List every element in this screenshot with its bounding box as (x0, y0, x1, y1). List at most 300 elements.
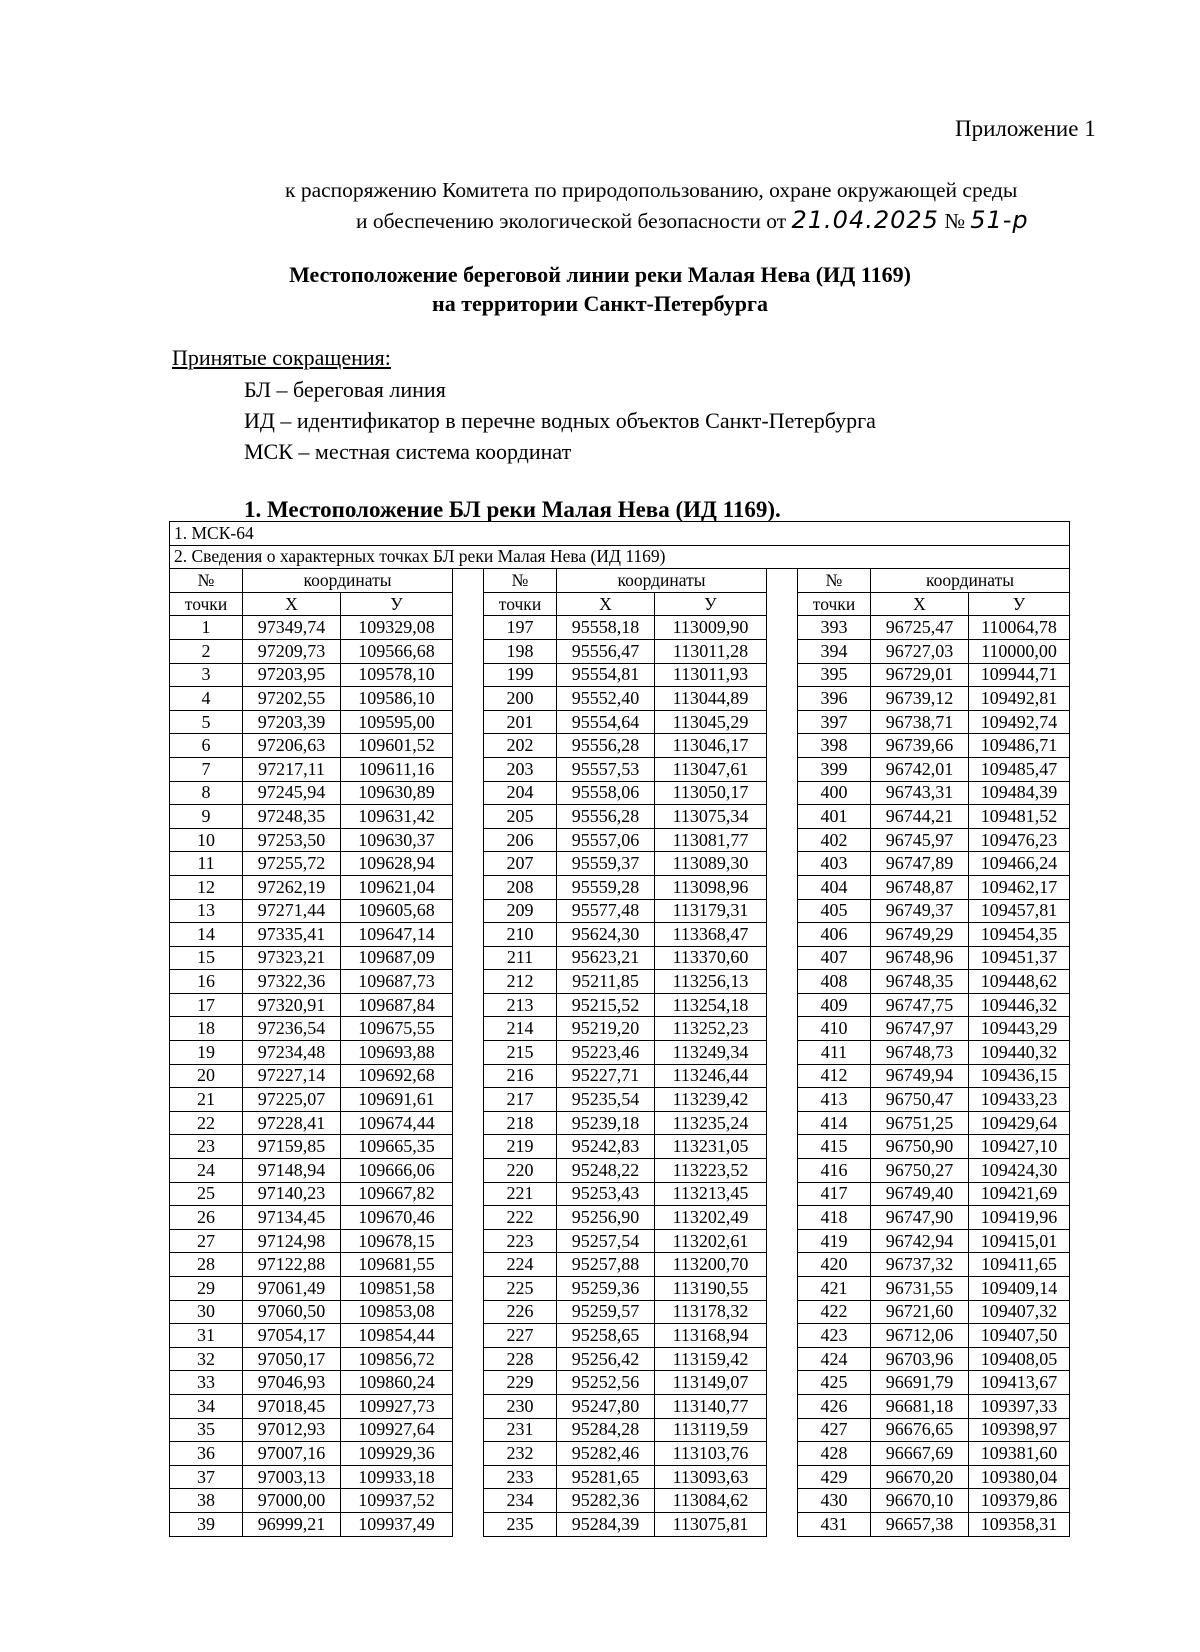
column-gap (767, 805, 798, 829)
x-coordinate-cell: 97134,45 (243, 1206, 341, 1230)
x-coordinate-cell: 97046,93 (243, 1371, 341, 1395)
y-coordinate-cell: 113223,52 (655, 1159, 767, 1183)
point-number-cell: 217 (484, 1088, 557, 1112)
x-coordinate-cell: 96748,73 (871, 1041, 969, 1065)
column-gap (767, 1465, 798, 1489)
point-number-cell: 31 (170, 1324, 243, 1348)
x-coordinate-cell: 96721,60 (871, 1300, 969, 1324)
table-row (170, 757, 1070, 781)
column-gap (767, 1111, 798, 1135)
column-gap (453, 1418, 484, 1442)
point-number-cell: 429 (798, 1465, 871, 1489)
y-coordinate-cell: 109419,96 (969, 1206, 1070, 1230)
x-coordinate-cell: 97349,74 (243, 616, 341, 640)
table-row (170, 1111, 1070, 1135)
y-coordinate-cell: 109409,14 (969, 1277, 1070, 1301)
abbreviation-item: МСК – местная система координат (244, 439, 572, 464)
x-coordinate-cell: 95554,81 (557, 663, 655, 687)
column-gap (453, 875, 484, 899)
point-number-cell: 206 (484, 828, 557, 852)
column-gap (453, 1064, 484, 1088)
column-gap (453, 1300, 484, 1324)
point-number-cell: 407 (798, 946, 871, 970)
x-coordinate-cell: 95252,56 (557, 1371, 655, 1395)
y-coordinate-cell: 109415,01 (969, 1229, 1070, 1253)
x-coordinate-cell: 96670,20 (871, 1465, 969, 1489)
y-coordinate-cell: 109666,06 (341, 1159, 453, 1183)
y-coordinate-cell: 109424,30 (969, 1159, 1070, 1183)
y-coordinate-cell: 109674,44 (341, 1111, 453, 1135)
column-gap (453, 1277, 484, 1301)
point-number-cell: 26 (170, 1206, 243, 1230)
y-coordinate-cell: 109681,55 (341, 1253, 453, 1277)
points-info-row: 2. Сведения о характерных точках БЛ реки Малая Нева (ИД 1169) (170, 545, 1070, 569)
document-title-line-2: на территории Санкт-Петербурга (432, 291, 768, 316)
y-coordinate-cell: 113046,17 (655, 734, 767, 758)
x-coordinate-cell: 95219,20 (557, 1017, 655, 1041)
table-row (170, 1206, 1070, 1230)
x-coordinate-cell: 97054,17 (243, 1324, 341, 1348)
x-coordinate-cell: 97271,44 (243, 899, 341, 923)
x-coordinate-cell: 96681,18 (871, 1394, 969, 1418)
y-coordinate-cell: 109670,46 (341, 1206, 453, 1230)
y-coordinate-cell: 109462,17 (969, 875, 1070, 899)
y-coordinate-cell: 113256,13 (655, 970, 767, 994)
x-coordinate-cell: 97335,41 (243, 923, 341, 947)
point-number-cell: 198 (484, 639, 557, 663)
x-coordinate-cell: 97018,45 (243, 1394, 341, 1418)
x-coordinate-cell: 95557,06 (557, 828, 655, 852)
y-coordinate-cell: 113235,24 (655, 1111, 767, 1135)
decree-line-2 (356, 206, 1029, 234)
y-coordinate-cell: 109933,18 (341, 1465, 453, 1489)
x-coordinate-cell: 96737,32 (871, 1253, 969, 1277)
point-number-cell: 230 (484, 1394, 557, 1418)
x-coordinate-cell: 97320,91 (243, 993, 341, 1017)
y-coordinate-cell: 113190,55 (655, 1277, 767, 1301)
x-coordinate-cell: 96691,79 (871, 1371, 969, 1395)
table-row (170, 1489, 1070, 1513)
y-coordinate-cell: 109630,89 (341, 781, 453, 805)
y-coordinate-cell: 113119,59 (655, 1418, 767, 1442)
point-number-cell: 36 (170, 1442, 243, 1466)
point-number-cell: 397 (798, 710, 871, 734)
x-coordinate-cell: 97225,07 (243, 1088, 341, 1112)
point-number-cell: 424 (798, 1347, 871, 1371)
y-coordinate-cell: 109630,37 (341, 828, 453, 852)
x-coordinate-cell: 97322,36 (243, 970, 341, 994)
y-coordinate-cell: 109440,32 (969, 1041, 1070, 1065)
x-coordinate-cell: 95556,47 (557, 639, 655, 663)
point-number-cell: 24 (170, 1159, 243, 1183)
point-number-cell: 225 (484, 1277, 557, 1301)
point-number-cell: 406 (798, 923, 871, 947)
x-coordinate-cell: 97159,85 (243, 1135, 341, 1159)
point-number-cell: 39 (170, 1512, 243, 1536)
y-coordinate-cell: 113213,45 (655, 1182, 767, 1206)
x-coordinate-cell: 97248,35 (243, 805, 341, 829)
column-header-y: У (341, 592, 453, 616)
x-coordinate-cell: 97234,48 (243, 1041, 341, 1065)
x-coordinate-cell: 95259,57 (557, 1300, 655, 1324)
x-coordinate-cell: 96738,71 (871, 710, 969, 734)
y-coordinate-cell: 109601,52 (341, 734, 453, 758)
x-coordinate-cell: 95258,65 (557, 1324, 655, 1348)
point-number-cell: 20 (170, 1064, 243, 1088)
y-coordinate-cell: 109492,81 (969, 687, 1070, 711)
table-row (170, 687, 1070, 711)
y-coordinate-cell: 109566,68 (341, 639, 453, 663)
column-gap (767, 757, 798, 781)
y-coordinate-cell: 109856,72 (341, 1347, 453, 1371)
column-gap (767, 1277, 798, 1301)
y-coordinate-cell: 109692,68 (341, 1064, 453, 1088)
table-row (170, 710, 1070, 734)
point-number-cell: 426 (798, 1394, 871, 1418)
x-coordinate-cell: 95248,22 (557, 1159, 655, 1183)
x-coordinate-cell: 96748,87 (871, 875, 969, 899)
y-coordinate-cell: 109379,86 (969, 1489, 1070, 1513)
x-coordinate-cell: 95559,37 (557, 852, 655, 876)
point-number-cell: 231 (484, 1418, 557, 1442)
point-number-cell: 205 (484, 805, 557, 829)
table-row (170, 1017, 1070, 1041)
x-coordinate-cell: 96749,29 (871, 923, 969, 947)
point-number-cell: 214 (484, 1017, 557, 1041)
column-header-x: X (557, 592, 655, 616)
column-gap (767, 1159, 798, 1183)
x-coordinate-cell: 95624,30 (557, 923, 655, 947)
y-coordinate-cell: 109481,52 (969, 805, 1070, 829)
y-coordinate-cell: 109605,68 (341, 899, 453, 923)
point-number-cell: 413 (798, 1088, 871, 1112)
y-coordinate-cell: 113178,32 (655, 1300, 767, 1324)
column-gap (767, 1253, 798, 1277)
x-coordinate-cell: 96750,90 (871, 1135, 969, 1159)
column-gap (767, 639, 798, 663)
y-coordinate-cell: 109621,04 (341, 875, 453, 899)
column-gap (767, 1064, 798, 1088)
y-coordinate-cell: 109687,84 (341, 993, 453, 1017)
y-coordinate-cell: 109667,82 (341, 1182, 453, 1206)
x-coordinate-cell: 97262,19 (243, 875, 341, 899)
y-coordinate-cell: 109446,32 (969, 993, 1070, 1017)
point-number-cell: 219 (484, 1135, 557, 1159)
point-number-cell: 3 (170, 663, 243, 687)
y-coordinate-cell: 109486,71 (969, 734, 1070, 758)
table-row (170, 946, 1070, 970)
x-coordinate-cell: 96745,97 (871, 828, 969, 852)
x-coordinate-cell: 95215,52 (557, 993, 655, 1017)
point-number-cell: 414 (798, 1111, 871, 1135)
y-coordinate-cell: 109397,33 (969, 1394, 1070, 1418)
table-row (170, 734, 1070, 758)
x-coordinate-cell: 95558,18 (557, 616, 655, 640)
y-coordinate-cell: 110000,00 (969, 639, 1070, 663)
y-coordinate-cell: 113246,44 (655, 1064, 767, 1088)
x-coordinate-cell: 95235,54 (557, 1088, 655, 1112)
column-gap (453, 899, 484, 923)
decree-number: 51-р (970, 206, 1029, 234)
point-number-cell: 427 (798, 1418, 871, 1442)
y-coordinate-cell: 109631,42 (341, 805, 453, 829)
x-coordinate-cell: 96670,10 (871, 1489, 969, 1513)
point-number-cell: 396 (798, 687, 871, 711)
point-number-cell: 202 (484, 734, 557, 758)
x-coordinate-cell: 95558,06 (557, 781, 655, 805)
y-coordinate-cell: 109675,55 (341, 1017, 453, 1041)
column-gap (453, 1512, 484, 1536)
point-number-cell: 233 (484, 1465, 557, 1489)
point-number-cell: 420 (798, 1253, 871, 1277)
point-number-cell: 18 (170, 1017, 243, 1041)
y-coordinate-cell: 109408,05 (969, 1347, 1070, 1371)
column-header-coordinates: координаты (557, 569, 767, 593)
y-coordinate-cell: 109860,24 (341, 1371, 453, 1395)
point-number-cell: 229 (484, 1371, 557, 1395)
column-gap (453, 1253, 484, 1277)
column-gap (453, 639, 484, 663)
column-gap (453, 1135, 484, 1159)
column-gap (453, 946, 484, 970)
y-coordinate-cell: 109380,04 (969, 1465, 1070, 1489)
column-gap (453, 1489, 484, 1513)
point-number-cell: 401 (798, 805, 871, 829)
point-number-cell: 208 (484, 875, 557, 899)
point-number-cell: 210 (484, 923, 557, 947)
y-coordinate-cell: 109381,60 (969, 1442, 1070, 1466)
y-coordinate-cell: 113050,17 (655, 781, 767, 805)
point-number-cell: 201 (484, 710, 557, 734)
y-coordinate-cell: 113179,31 (655, 899, 767, 923)
x-coordinate-cell: 96748,35 (871, 970, 969, 994)
table-row (170, 1277, 1070, 1301)
point-number-cell: 22 (170, 1111, 243, 1135)
y-coordinate-cell: 109492,74 (969, 710, 1070, 734)
y-coordinate-cell: 109358,31 (969, 1512, 1070, 1536)
y-coordinate-cell: 113084,62 (655, 1489, 767, 1513)
x-coordinate-cell: 97209,73 (243, 639, 341, 663)
x-coordinate-cell: 97061,49 (243, 1277, 341, 1301)
point-number-cell: 15 (170, 946, 243, 970)
y-coordinate-cell: 109407,32 (969, 1300, 1070, 1324)
y-coordinate-cell: 113098,96 (655, 875, 767, 899)
y-coordinate-cell: 113231,05 (655, 1135, 767, 1159)
column-gap (767, 1324, 798, 1348)
point-number-cell: 415 (798, 1135, 871, 1159)
x-coordinate-cell: 96703,96 (871, 1347, 969, 1371)
y-coordinate-cell: 109443,29 (969, 1017, 1070, 1041)
table-row (170, 1159, 1070, 1183)
x-coordinate-cell: 95259,36 (557, 1277, 655, 1301)
y-coordinate-cell: 109413,67 (969, 1371, 1070, 1395)
decree-date: 21.04.2025 (791, 206, 939, 234)
y-coordinate-cell: 113249,34 (655, 1041, 767, 1065)
table-row (170, 970, 1070, 994)
point-number-cell: 33 (170, 1371, 243, 1395)
column-gap (453, 805, 484, 829)
y-coordinate-cell: 109485,47 (969, 757, 1070, 781)
y-coordinate-cell: 113045,29 (655, 710, 767, 734)
point-number-cell: 37 (170, 1465, 243, 1489)
y-coordinate-cell: 109687,73 (341, 970, 453, 994)
point-number-cell: 23 (170, 1135, 243, 1159)
x-coordinate-cell: 97122,88 (243, 1253, 341, 1277)
column-header-coordinates: координаты (871, 569, 1070, 593)
table-row (170, 1041, 1070, 1065)
y-coordinate-cell: 109436,15 (969, 1064, 1070, 1088)
point-number-cell: 14 (170, 923, 243, 947)
y-coordinate-cell: 109937,49 (341, 1512, 453, 1536)
column-gap (453, 1182, 484, 1206)
table-row (170, 1064, 1070, 1088)
column-header-point: точки (170, 592, 243, 616)
column-header-number: № (798, 569, 871, 593)
point-number-cell: 222 (484, 1206, 557, 1230)
y-coordinate-cell: 109466,24 (969, 852, 1070, 876)
x-coordinate-cell: 97003,13 (243, 1465, 341, 1489)
column-gap (767, 1206, 798, 1230)
y-coordinate-cell: 109484,39 (969, 781, 1070, 805)
column-gap (767, 781, 798, 805)
x-coordinate-cell: 97000,00 (243, 1489, 341, 1513)
x-coordinate-cell: 97255,72 (243, 852, 341, 876)
y-coordinate-cell: 109476,23 (969, 828, 1070, 852)
y-coordinate-cell: 109665,35 (341, 1135, 453, 1159)
column-gap (453, 1347, 484, 1371)
document-title-line-1: Местоположение береговой линии реки Малая Нева (ИД 1169) (289, 262, 911, 287)
point-number-cell: 410 (798, 1017, 871, 1041)
y-coordinate-cell: 113202,61 (655, 1229, 767, 1253)
point-number-cell: 6 (170, 734, 243, 758)
column-header-x: X (871, 592, 969, 616)
x-coordinate-cell: 95282,36 (557, 1489, 655, 1513)
column-gap (453, 923, 484, 947)
column-header-number: № (484, 569, 557, 593)
y-coordinate-cell: 113368,47 (655, 923, 767, 947)
point-number-cell: 235 (484, 1512, 557, 1536)
x-coordinate-cell: 97140,23 (243, 1182, 341, 1206)
y-coordinate-cell: 109937,52 (341, 1489, 453, 1513)
y-coordinate-cell: 109427,10 (969, 1135, 1070, 1159)
point-number-cell: 212 (484, 970, 557, 994)
y-coordinate-cell: 109578,10 (341, 663, 453, 687)
section-title: 1. Местоположение БЛ реки Малая Нева (ИД 1169). (244, 497, 781, 522)
y-coordinate-cell: 113075,34 (655, 805, 767, 829)
column-gap (453, 710, 484, 734)
point-number-cell: 32 (170, 1347, 243, 1371)
x-coordinate-cell: 95623,21 (557, 946, 655, 970)
column-gap (767, 1512, 798, 1536)
x-coordinate-cell: 97012,93 (243, 1418, 341, 1442)
column-gap (767, 875, 798, 899)
x-coordinate-cell: 97007,16 (243, 1442, 341, 1466)
column-header-coordinates: координаты (243, 569, 453, 593)
abbreviations-heading: Принятые сокращения: (172, 345, 391, 370)
point-number-cell: 418 (798, 1206, 871, 1230)
point-number-cell: 232 (484, 1442, 557, 1466)
table-row (170, 1418, 1070, 1442)
point-number-cell: 209 (484, 899, 557, 923)
point-number-cell: 19 (170, 1041, 243, 1065)
column-header-y: У (969, 592, 1070, 616)
x-coordinate-cell: 96750,47 (871, 1088, 969, 1112)
x-coordinate-cell: 95257,54 (557, 1229, 655, 1253)
column-gap (767, 1489, 798, 1513)
point-number-cell: 403 (798, 852, 871, 876)
x-coordinate-cell: 96742,01 (871, 757, 969, 781)
x-coordinate-cell: 97124,98 (243, 1229, 341, 1253)
column-gap (453, 1041, 484, 1065)
point-number-cell: 393 (798, 616, 871, 640)
x-coordinate-cell: 96747,89 (871, 852, 969, 876)
point-number-cell: 224 (484, 1253, 557, 1277)
point-number-cell: 12 (170, 875, 243, 899)
x-coordinate-cell: 96712,06 (871, 1324, 969, 1348)
x-coordinate-cell: 95242,83 (557, 1135, 655, 1159)
column-gap (453, 970, 484, 994)
point-number-cell: 27 (170, 1229, 243, 1253)
x-coordinate-cell: 96747,97 (871, 1017, 969, 1041)
point-number-cell: 234 (484, 1489, 557, 1513)
table-row (170, 1371, 1070, 1395)
x-coordinate-cell: 97203,39 (243, 710, 341, 734)
decree-number-label: № (938, 209, 971, 233)
column-gap (767, 923, 798, 947)
x-coordinate-cell: 95554,64 (557, 710, 655, 734)
x-coordinate-cell: 97203,95 (243, 663, 341, 687)
column-gap (453, 734, 484, 758)
table-row (170, 616, 1070, 640)
column-gap (453, 1088, 484, 1112)
abbreviation-item: БЛ – береговая линия (244, 377, 446, 402)
point-number-cell: 207 (484, 852, 557, 876)
x-coordinate-cell: 96676,65 (871, 1418, 969, 1442)
column-gap (453, 828, 484, 852)
table-row (170, 1135, 1070, 1159)
y-coordinate-cell: 109421,69 (969, 1182, 1070, 1206)
point-number-cell: 405 (798, 899, 871, 923)
point-number-cell: 226 (484, 1300, 557, 1324)
table-row (170, 923, 1070, 947)
x-coordinate-cell: 95556,28 (557, 805, 655, 829)
column-gap (453, 1394, 484, 1418)
y-coordinate-cell: 109687,09 (341, 946, 453, 970)
y-coordinate-cell: 113009,90 (655, 616, 767, 640)
point-number-cell: 422 (798, 1300, 871, 1324)
column-gap (767, 1300, 798, 1324)
column-gap (767, 970, 798, 994)
column-gap (767, 1041, 798, 1065)
point-number-cell: 409 (798, 993, 871, 1017)
point-number-cell: 5 (170, 710, 243, 734)
point-number-cell: 421 (798, 1277, 871, 1301)
point-number-cell: 8 (170, 781, 243, 805)
table-row (170, 1088, 1070, 1112)
y-coordinate-cell: 109433,23 (969, 1088, 1070, 1112)
table-row (170, 828, 1070, 852)
point-number-cell: 419 (798, 1229, 871, 1253)
x-coordinate-cell: 95284,28 (557, 1418, 655, 1442)
x-coordinate-cell: 95247,80 (557, 1394, 655, 1418)
y-coordinate-cell: 109628,94 (341, 852, 453, 876)
column-gap (453, 1465, 484, 1489)
table-row (170, 805, 1070, 829)
column-gap (453, 993, 484, 1017)
y-coordinate-cell: 110064,78 (969, 616, 1070, 640)
y-coordinate-cell: 113239,42 (655, 1088, 767, 1112)
x-coordinate-cell: 95556,28 (557, 734, 655, 758)
